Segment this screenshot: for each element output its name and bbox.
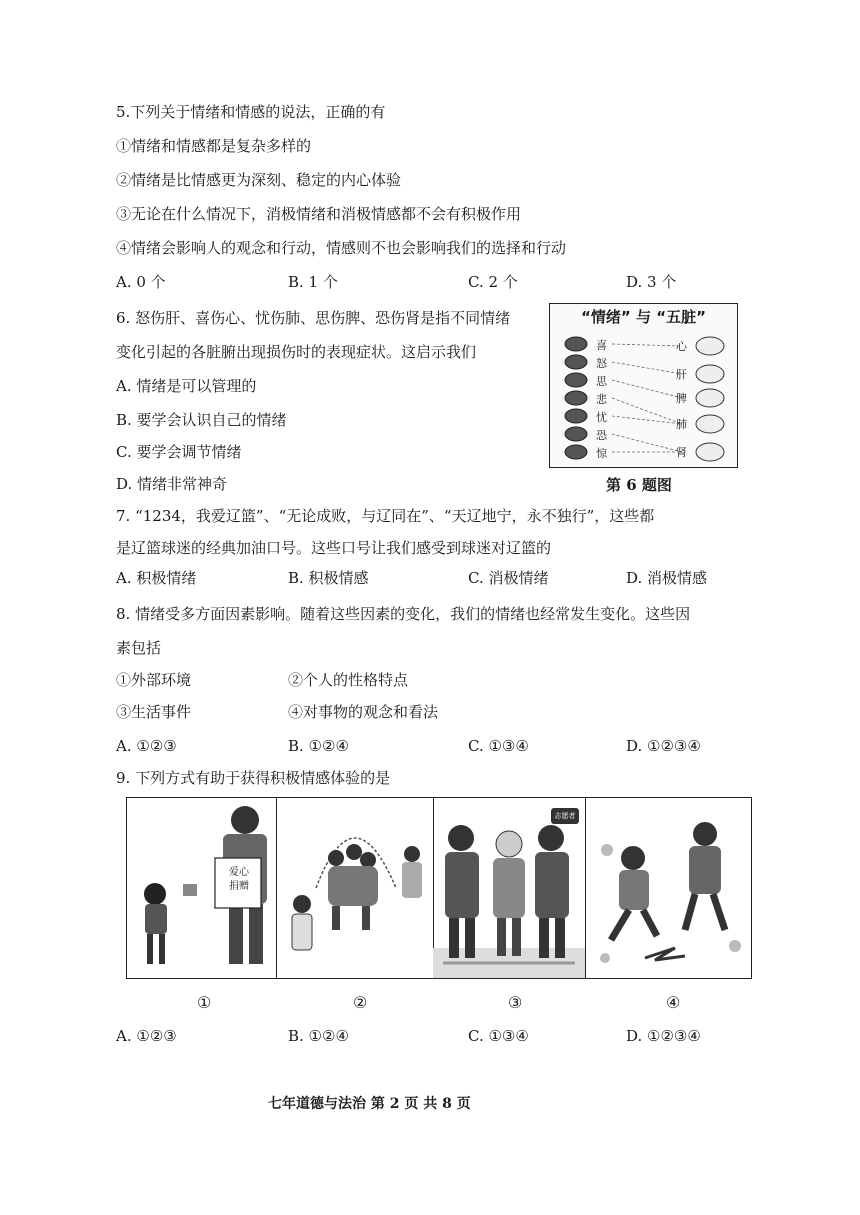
panel-donation (127, 798, 277, 978)
figure-title: “情绪” 与 “五脏” (581, 308, 706, 326)
organ-icon (696, 415, 724, 433)
organ-label: 肾 (676, 446, 687, 459)
emotion-label: 恐 (596, 429, 607, 442)
figure-caption: 第 6 题图 (606, 476, 672, 494)
q9-option-a: A. ①②③ (116, 1027, 177, 1045)
organ-label: 肝 (676, 368, 687, 381)
panel-jump-rope (276, 798, 434, 978)
emotion-label: 思 (596, 375, 607, 388)
q5-option-b: B. 1 个 (288, 273, 338, 291)
donation-sign-text: 爱心 捐赠 (229, 867, 249, 892)
face-icon (565, 391, 587, 405)
face-icon (565, 355, 587, 369)
q7-stem-line1: 7. “1234，我爱辽篮”、“无论成败，与辽同在”、“天辽地宁，永不独行”，这些都 (116, 507, 655, 525)
emotion-label: 忧 (596, 411, 607, 424)
organ-icon (696, 389, 724, 407)
emotion-label: 喜 (596, 339, 607, 352)
connector-line (612, 362, 682, 374)
organ-label: 肺 (676, 418, 687, 431)
q6-option-b: B. 要学会认识自己的情绪 (116, 411, 287, 429)
q9-option-d: D. ①②③④ (626, 1027, 701, 1045)
panel-number-2: ② (353, 993, 368, 1012)
panel-number-3: ③ (508, 993, 523, 1012)
volunteers-illustration (433, 798, 585, 978)
q8-item-3: ③生活事件 (116, 703, 192, 721)
q5-option-d: D. 3 个 (626, 273, 677, 291)
panel-volunteers (433, 798, 586, 978)
volunteer-flag-text: 志愿者 (554, 812, 576, 820)
q9-option-c: C. ①③④ (468, 1027, 529, 1045)
emotion-label: 惊 (596, 447, 607, 460)
connector-line (612, 434, 682, 452)
q7-option-b: B. 积极情感 (288, 569, 369, 587)
panel-number-4: ④ (666, 993, 681, 1012)
page-footer: 七年道德与法治 第 2 页 共 8 页 (268, 1096, 471, 1112)
q8-stem-line2: 素包括 (116, 639, 162, 657)
organ-label: 心 (676, 340, 687, 353)
emotion-organ-diagram (550, 304, 737, 467)
q5-option-c: C. 2 个 (468, 273, 518, 291)
organ-icon (696, 443, 724, 461)
emotion-label: 悲 (596, 393, 607, 406)
q6-stem-line1: 6. 怒伤肝、喜伤心、忧伤肺、思伤脾、恐伤肾是指不同情绪 (116, 309, 511, 327)
face-icon (565, 337, 587, 351)
fighting-illustration (585, 798, 751, 978)
face-icon (565, 409, 587, 423)
q9-stem: 9. 下列方式有助于获得积极情感体验的是 (116, 769, 391, 787)
organ-icon (696, 337, 724, 355)
jump-rope-illustration (276, 798, 433, 978)
face-icon (565, 445, 587, 459)
q7-option-a: A. 积极情绪 (116, 569, 197, 587)
q9-option-b: B. ①②④ (288, 1027, 349, 1045)
q8-item-4: ④对事物的观念和看法 (288, 703, 439, 721)
q8-option-d: D. ①②③④ (626, 737, 701, 755)
q7-stem-line2: 是辽篮球迷的经典加油口号。这些口号让我们感受到球迷对辽篮的 (116, 539, 552, 557)
q6-option-a: A. 情绪是可以管理的 (116, 377, 257, 395)
q5-item-3: ③无论在什么情况下，消极情绪和消极情感都不会有积极作用 (116, 205, 522, 223)
q8-item-2: ②个人的性格特点 (288, 671, 409, 689)
q5-option-a: A. 0 个 (116, 273, 166, 291)
organ-icon (696, 365, 724, 383)
q8-option-b: B. ①②④ (288, 737, 349, 755)
panel-fighting (585, 798, 751, 978)
connector-line (612, 344, 682, 346)
q5-item-1: ①情绪和情感都是复杂多样的 (116, 137, 312, 155)
q7-option-d: D. 消极情感 (626, 569, 708, 587)
connector-line (612, 380, 682, 398)
emotion-label: 怒 (596, 357, 607, 370)
q8-option-c: C. ①③④ (468, 737, 529, 755)
q9-illustration-strip (126, 797, 752, 979)
face-icon (565, 427, 587, 441)
q6-option-d: D. 情绪非常神奇 (116, 475, 228, 493)
organ-label: 脾 (676, 392, 687, 405)
q8-stem-line1: 8. 情绪受多方面因素影响。随着这些因素的变化，我们的情绪也经常发生变化。这些因 (116, 605, 691, 623)
face-icon (565, 373, 587, 387)
q6-stem-line2: 变化引起的各脏腑出现损伤时的表现症状。这启示我们 (116, 343, 477, 361)
emotion-organ-figure (549, 303, 738, 468)
q7-option-c: C. 消极情绪 (468, 569, 549, 587)
q5-item-2: ②情绪是比情感更为深刻、稳定的内心体验 (116, 171, 402, 189)
q5-item-4: ④情绪会影响人的观念和行动，情感则不也会影响我们的选择和行动 (116, 239, 567, 257)
q5-stem: 5.下列关于情绪和情感的说法，正确的有 (116, 103, 386, 121)
panel-number-1: ① (197, 993, 212, 1012)
connector-line (612, 416, 682, 424)
q6-option-c: C. 要学会调节情绪 (116, 443, 242, 461)
q8-item-1: ①外部环境 (116, 671, 192, 689)
q8-option-a: A. ①②③ (116, 737, 177, 755)
